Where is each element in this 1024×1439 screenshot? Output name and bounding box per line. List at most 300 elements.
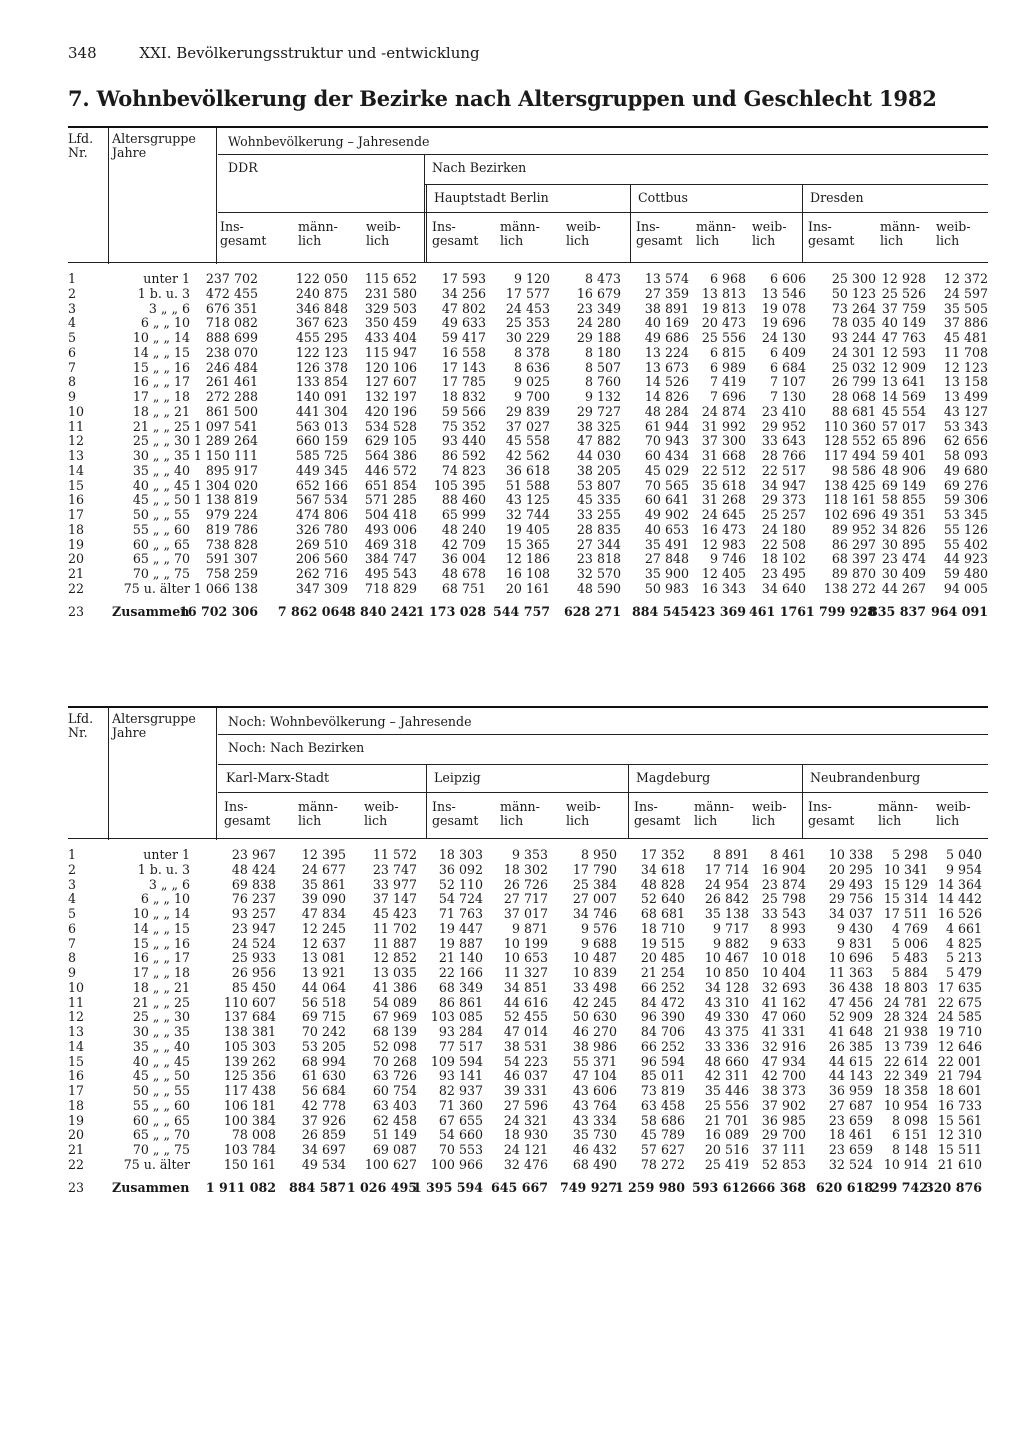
cell-value: 8 760 [584,374,621,390]
page-number: 348 [68,44,97,62]
table-row [68,390,988,405]
district-divider [426,184,427,262]
cell-value: 10 850 [704,965,749,980]
table-row [68,878,988,893]
cell-value: 44 923 [943,551,988,567]
cell-value: 9 831 [836,935,873,951]
cell-value: 62 458 [372,1112,417,1128]
cell-value: 93 244 [831,330,876,345]
total-value: 645 667 [491,1179,548,1195]
cell-value: 15 365 [505,536,550,552]
cell-value: 34 256 [441,285,486,301]
cell-value: 71 763 [438,906,483,921]
cell-value: 449 345 [295,462,348,478]
total-value: 1 259 980 [614,1179,685,1195]
cell-value: 150 161 [223,1156,276,1172]
cell-value: 22 166 [438,965,483,980]
cell-value: 420 196 [364,403,417,419]
cell-value: 25 556 [704,1097,749,1113]
cell-value: 27 344 [576,536,621,552]
age-group: 21 „ „ 25 [132,418,190,434]
cell-value: 88 681 [831,403,876,419]
cell-value: 651 854 [364,477,417,493]
cell-value: 16 473 [701,521,746,537]
total-value: 7 862 064 [277,603,348,619]
table-row [68,375,988,390]
cell-value: 54 089 [372,994,417,1010]
row-number: 19 [68,1112,85,1128]
cell-value: 42 562 [505,448,550,463]
table-row [68,331,988,346]
cell-value: 12 186 [505,551,550,567]
cell-value: 238 070 [205,344,258,360]
row-number: 7 [68,359,77,375]
cell-value: 21 794 [937,1068,982,1084]
total-value: 8 840 242 [346,603,417,619]
cell-value: 58 686 [640,1112,685,1128]
cell-value: 34 697 [301,1142,346,1157]
cell-value: 50 983 [644,580,689,596]
cell-value: 23 410 [761,403,806,419]
cell-value: 44 267 [881,580,926,596]
cell-value: 52 853 [761,1156,806,1172]
cell-value: 246 484 [205,359,258,375]
cell-value: 37 147 [372,891,417,907]
cell-value: 367 623 [295,315,348,331]
cell-value: 676 351 [205,300,258,316]
header-ins: Ins- gesamt [808,799,855,828]
cell-value: 8 098 [891,1112,928,1128]
header-ins: Ins- gesamt [634,799,681,828]
header-m: männ- lich [298,219,338,248]
cell-value: 51 149 [372,1127,417,1143]
cell-value: 17 352 [640,847,685,862]
cell-value: 17 714 [704,861,749,877]
cell-value: 13 546 [761,285,806,301]
row-number: 2 [68,285,77,301]
row-number: 17 [68,507,85,522]
cell-value: 10 696 [828,950,873,966]
cell-value: 59 306 [943,492,988,508]
table-row [68,863,988,878]
district-divider [426,764,427,838]
header-district: Neubrandenburg [810,770,921,785]
cell-value: 37 027 [505,418,550,434]
header-ins: Ins- gesamt [432,219,479,248]
header-spanner: Wohnbevölkerung – Jahresende [228,134,430,149]
cell-value: 5 006 [891,935,928,951]
cell-value: 44 030 [576,448,621,463]
cell-value: 49 351 [881,507,926,522]
row-number: 10 [68,403,85,419]
cell-value: 19 813 [701,300,746,316]
cell-value: 19 515 [640,935,685,951]
cell-value: 43 127 [943,403,988,419]
cell-value: 53 807 [576,477,621,493]
cell-value: 718 829 [364,580,417,596]
cell-value: 22 508 [761,536,806,552]
cell-value: 47 060 [761,1009,806,1025]
cell-value: 23 659 [828,1142,873,1157]
cell-value: 12 123 [943,359,988,375]
cell-value: 6 989 [709,359,746,375]
cell-value: 14 826 [644,389,689,404]
cell-value: 5 483 [891,950,928,966]
row-number: 23 [68,603,85,619]
table-row [68,1010,988,1025]
cell-value: 117 494 [823,448,876,463]
header-nach-bezirken: Nach Bezirken [432,160,527,175]
cell-value: 30 895 [881,536,926,552]
table-row [68,302,988,317]
cell-value: 446 572 [364,462,417,478]
age-group: 16 „ „ 17 [132,374,190,390]
cell-value: 58 093 [943,448,988,463]
cell-value: 13 673 [644,359,689,375]
cell-value: 38 373 [761,1083,806,1098]
cell-value: 272 288 [205,389,258,404]
cell-value: 22 512 [701,462,746,478]
cell-value: 9 700 [513,389,550,404]
row-number: 16 [68,492,85,508]
group-divider [424,154,425,262]
cell-value: 591 307 [205,551,258,567]
cell-value: 571 285 [364,492,417,508]
cell-value: 8 507 [584,359,621,375]
cell-value: 13 813 [701,285,746,301]
cell-value: 34 128 [704,979,749,995]
cell-value: 86 861 [438,994,483,1010]
cell-value: 68 681 [640,906,685,921]
cell-value: 33 543 [761,906,806,921]
cell-value: 96 594 [640,1053,685,1069]
row-number: 12 [68,433,85,449]
cell-value: 53 205 [301,1038,346,1054]
cell-value: 8 180 [584,344,621,360]
cell-value: 22 001 [937,1053,982,1069]
cell-value: 12 593 [881,344,926,360]
cell-value: 979 224 [205,507,258,522]
cell-value: 25 384 [572,876,617,892]
cell-value: 29 727 [576,403,621,419]
cell-value: 11 887 [372,935,417,951]
cell-value: 12 983 [701,536,746,552]
cell-value: 42 700 [761,1068,806,1084]
cell-value: 20 161 [505,580,550,596]
cell-value: 4 825 [945,935,982,951]
row-number: 6 [68,344,77,360]
cell-value: 32 524 [828,1156,873,1172]
header-district: Magdeburg [636,770,711,785]
cell-value: 660 159 [295,433,348,449]
cell-value: 27 359 [644,285,689,301]
cell-value: 329 503 [364,300,417,316]
cell-value: 31 992 [701,418,746,434]
cell-value: 28 324 [883,1009,928,1025]
row-number: 1 [68,847,77,862]
cell-value: 8 950 [580,847,617,862]
total-value: 1 799 928 [805,603,876,619]
bezirke-rule [218,764,988,765]
row-number: 15 [68,1053,85,1069]
cell-value: 60 641 [644,492,689,508]
cell-value: 32 916 [761,1038,806,1054]
cell-value: 10 487 [572,950,617,966]
total-value: 1 026 495 [346,1179,417,1195]
header-ins: Ins- gesamt [220,219,267,248]
cell-value: 14 569 [881,389,926,404]
cell-value: 567 534 [295,492,348,508]
table-row [68,405,988,420]
cell-value: 13 921 [301,965,346,980]
cell-value: 78 272 [640,1156,685,1172]
cell-value: 14 442 [937,891,982,907]
cell-value: 110 360 [823,418,876,434]
row-number: 22 [68,580,85,596]
cell-value: 93 141 [438,1068,483,1084]
cell-value: 35 730 [572,1127,617,1143]
row-number: 4 [68,891,77,907]
total-value: 593 612 [692,1179,749,1195]
header-district: Dresden [810,190,864,205]
row-number: 23 [68,1179,85,1195]
cell-value: 52 098 [372,1038,417,1054]
age-group: 75 u. älter [123,580,190,596]
cell-value: 25 353 [505,315,550,331]
header-lfd-nr: Lfd. Nr. [68,131,94,160]
age-group: 30 „ „ 35 [132,1024,190,1039]
cell-value: 35 138 [704,906,749,921]
header-altersgruppe: Altersgruppe Jahre [112,711,196,740]
cell-value: 16 343 [701,580,746,596]
cell-value: 758 259 [205,566,258,581]
header-m: männ- lich [878,799,918,828]
cell-value: 25 419 [704,1156,749,1172]
cell-value: 12 245 [301,920,346,936]
cell-value: 10 839 [572,965,617,980]
cell-value: 5 040 [945,847,982,862]
row-number: 8 [68,374,77,390]
cell-value: 441 304 [295,403,348,419]
cell-value: 17 593 [441,271,486,286]
cell-value: 5 213 [945,950,982,966]
cell-value: 34 851 [503,979,548,995]
cell-value: 41 386 [372,979,417,995]
cell-value: 24 874 [701,403,746,419]
cell-value: 46 037 [503,1068,548,1084]
cell-value: 14 364 [937,876,982,892]
header-district: Cottbus [638,190,688,205]
cell-value: 38 986 [572,1038,617,1054]
cell-value: 9 954 [945,861,982,877]
cell-value: 16 904 [761,861,806,877]
age-group: 3 „ „ 6 [148,876,190,892]
cell-value: 68 349 [438,979,483,995]
cell-value: 40 149 [881,315,926,331]
cell-value: 24 301 [831,344,876,360]
header-ins: Ins- gesamt [636,219,683,248]
table-row [68,1099,988,1114]
cell-value: 42 778 [301,1097,346,1113]
row-number: 8 [68,950,77,966]
age-group: 35 „ „ 40 [132,462,190,478]
age-group: 3 „ „ 6 [148,300,190,316]
cell-value: 36 438 [828,979,873,995]
cell-value: 11 708 [943,344,988,360]
cell-value: 138 425 [823,477,876,493]
cell-value: 17 577 [505,285,550,301]
cell-value: 122 050 [295,271,348,286]
cell-value: 37 902 [761,1097,806,1113]
cell-value: 350 459 [364,315,417,331]
cell-value: 45 554 [881,403,926,419]
cell-value: 56 518 [301,994,346,1010]
cell-value: 24 585 [937,1009,982,1025]
cell-value: 57 017 [881,418,926,434]
cell-value: 25 257 [761,507,806,522]
header-w: weib- lich [566,219,601,248]
cell-value: 86 592 [441,448,486,463]
cell-value: 16 108 [505,566,550,581]
row-number: 10 [68,979,85,995]
table-row [68,1114,988,1129]
cell-value: 76 237 [231,891,276,907]
header-ddr: DDR [228,160,258,175]
row-number: 11 [68,994,85,1010]
cell-value: 24 524 [231,935,276,951]
cell-value: 127 607 [364,374,417,390]
cell-value: 82 937 [438,1083,483,1098]
cell-value: 68 397 [831,551,876,567]
cell-value: 16 089 [704,1127,749,1143]
cell-value: 18 358 [883,1083,928,1098]
cell-value: 12 637 [301,935,346,951]
cell-value: 42 709 [441,536,486,552]
cell-value: 24 121 [503,1142,548,1157]
cell-value: 32 693 [761,979,806,995]
row-number: 7 [68,935,77,951]
table-row [68,1158,988,1173]
cell-value: 29 373 [761,492,806,508]
cell-value: 70 943 [644,433,689,449]
cell-value: 69 276 [943,477,988,493]
cell-value: 29 756 [828,891,873,907]
cell-value: 15 511 [937,1142,982,1157]
header-w: weib- lich [752,799,787,828]
cell-value: 819 786 [205,521,258,537]
age-group: 50 „ „ 55 [132,1083,190,1098]
cell-value: 19 447 [438,920,483,936]
age-group: 55 „ „ 60 [132,1097,190,1113]
cell-value: 47 834 [301,906,346,921]
header-w: weib- lich [366,219,401,248]
row-number: 11 [68,418,85,434]
cell-value: 45 423 [372,906,417,921]
age-group: 18 „ „ 21 [132,403,190,419]
cell-value: 54 660 [438,1127,483,1143]
cell-value: 60 434 [644,448,689,463]
cell-value: 12 909 [881,359,926,375]
cell-value: 16 526 [937,906,982,921]
age-group: 6 „ „ 10 [140,891,190,907]
cell-value: 59 401 [881,448,926,463]
cell-value: 94 005 [943,580,988,596]
cell-value: 49 633 [441,315,486,331]
age-group: 16 „ „ 17 [132,950,190,966]
row-number: 3 [68,300,77,316]
cell-value: 85 450 [231,979,276,995]
row-number: 16 [68,1068,85,1084]
header-spanner: Noch: Wohnbevölkerung – Jahresende [228,714,472,729]
header-m: männ- lich [696,219,736,248]
cell-value: 68 751 [441,580,486,596]
cell-value: 24 280 [576,315,621,331]
cell-value: 1 289 264 [193,433,258,449]
cell-value: 103 085 [430,1009,483,1025]
cell-value: 126 378 [295,359,348,375]
cell-value: 27 717 [503,891,548,907]
cell-value: 652 166 [295,477,348,493]
table-row [68,1128,988,1143]
table-row [68,493,988,508]
cell-value: 18 102 [761,551,806,567]
cell-value: 10 914 [883,1156,928,1172]
header-w: weib- lich [566,799,601,828]
cell-value: 63 458 [640,1097,685,1113]
cell-value: 346 848 [295,300,348,316]
cell-value: 9 746 [709,551,746,567]
cell-value: 48 424 [231,861,276,877]
cell-value: 105 395 [433,477,486,493]
cell-value: 50 630 [572,1009,617,1025]
cell-value: 4 769 [891,920,928,936]
cell-value: 93 284 [438,1024,483,1039]
cell-value: 41 162 [761,994,806,1010]
cell-value: 35 861 [301,876,346,892]
cell-value: 8 148 [891,1142,928,1157]
cell-value: 18 832 [441,389,486,404]
cell-value: 13 739 [883,1038,928,1054]
cell-value: 26 859 [301,1127,346,1143]
cell-value: 629 105 [364,433,417,449]
total-value: 544 757 [493,603,550,619]
header-nach-bezirken: Noch: Nach Bezirken [228,740,365,755]
cell-value: 7 419 [709,374,746,390]
header-w: weib- lich [936,799,971,828]
top-rule [68,706,988,708]
cell-value: 5 884 [891,965,928,980]
header-district: Karl-Marx-Stadt [226,770,330,785]
header-ins: Ins- gesamt [808,219,855,248]
cell-value: 55 371 [572,1053,617,1069]
table-row [68,538,988,553]
district-divider [628,764,629,838]
total-value: 884 545 [632,603,689,619]
header-m: männ- lich [880,219,920,248]
row-number: 13 [68,448,85,463]
header-w: weib- lich [752,219,787,248]
spanner-rule [218,734,988,735]
cell-value: 23 474 [881,551,926,567]
cell-value: 85 011 [640,1068,685,1084]
cell-value: 1 066 138 [193,580,258,596]
total-value: 835 837 [869,603,926,619]
cell-value: 48 660 [704,1053,749,1069]
cell-value: 718 082 [205,315,258,331]
cell-value: 433 404 [364,330,417,345]
cell-value: 18 302 [503,861,548,877]
cell-value: 68 139 [372,1024,417,1039]
